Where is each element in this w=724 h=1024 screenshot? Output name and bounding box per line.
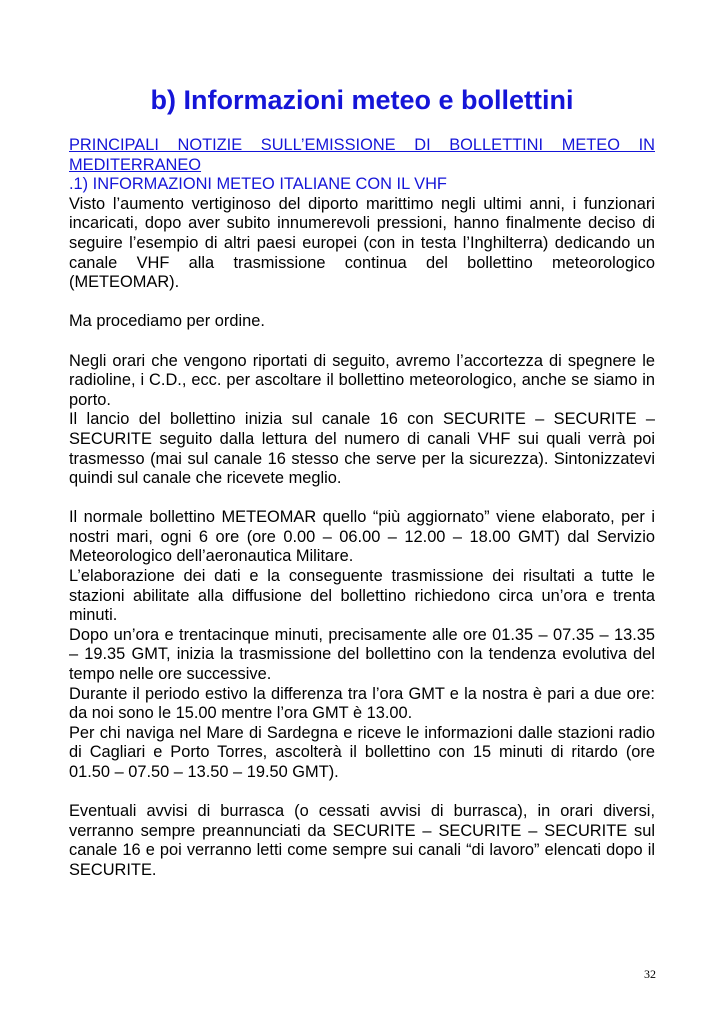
paragraph-sardinia: Per chi naviga nel Mare di Sardegna e riceve le informazioni dalle stazioni radio di Cagliari e Porto Torres, ascolterà il bollettino con 15 minuti di ritardo (ore 01.50 – 07.50 – 13.50 – 19.50 GMT).	[69, 723, 655, 781]
paragraph-summer-time: Durante il periodo estivo la differenza tra l’ora GMT e la nostra è pari a due ore: da noi sono le 15.00 mentre l’ora GMT è 13.00.	[69, 684, 655, 723]
paragraph-order: Ma procediamo per ordine.	[69, 312, 265, 331]
document-body	[69, 136, 655, 881]
page-title: b) Informazioni meteo e bollettini	[150, 85, 574, 115]
paragraph-broadcast-times: Dopo un’ora e trentacinque minuti, precisamente alle ore 01.35 – 07.35 – 13.35 – 19.35 GMT, inizia la trasmissione del bollettino con la tendenza evolutiva del tempo nelle ore successive.	[69, 625, 655, 684]
page-number: 32	[644, 967, 656, 981]
paragraph-channel-16: Il lancio del bollettino inizia sul canale 16 con SECURITE – SECURITE – SECURITE seguito dalla lettura del numero di canali VHF sui quali verrà poi trasmesso (mai sul canale 16 stesso che serve per la sicurezza). Sintonizzatevi quindi sul canale che ricevete meglio.	[69, 410, 655, 488]
section-heading: .1) INFORMAZIONI METEO ITALIANE CON IL VHF	[69, 175, 447, 194]
main-heading-link[interactable]: PRINCIPALI NOTIZIE SULL’EMISSIONE DI BOLLETTINI METEO IN MEDITERRANEO	[69, 136, 655, 174]
paragraph-schedule: Negli orari che vengono riportati di seguito, avremo l’accortezza di spegnere le radioline, i C.D., ecc. per ascoltare il bollettino meteorologico, anche se siamo in porto.	[69, 351, 655, 409]
paragraph-meteomar: Il normale bollettino METEOMAR quello “più aggiornato” viene elaborato, per i nostri mari, ogni 6 ore (ore 0.00 – 06.00 – 12.00 – 18.00 GMT) dal Servizio Meteorologico dell’aeronautica Militare.	[69, 508, 655, 566]
paragraph-processing: L’elaborazione dei dati e la conseguente trasmissione dei risultati a tutte le stazioni abilitate alla diffusione del bollettino richiedono circa un’ora e trenta minuti.	[69, 567, 655, 625]
paragraph-intro: Visto l’aumento vertiginoso del diporto marittimo negli ultimi anni, i funzionari incaricati, dopo aver subito innumerevoli pressioni, hanno finalmente deciso di seguire l’esempio di altri paesi europei (con in testa l’Inghilterra) dedicando un canale VHF alla trasmissione continua del bollettino meteorologico (METEOMAR).	[69, 194, 655, 292]
paragraph-storm-warnings: Eventuali avvisi di burrasca (o cessati avvisi di burrasca), in orari diversi, verranno sempre preannunciati da SECURITE – SECURITE – SECURITE sul canale 16 e poi verranno letti come sempre sui canali “di lavoro” elencati dopo il SECURITE.	[69, 802, 655, 879]
